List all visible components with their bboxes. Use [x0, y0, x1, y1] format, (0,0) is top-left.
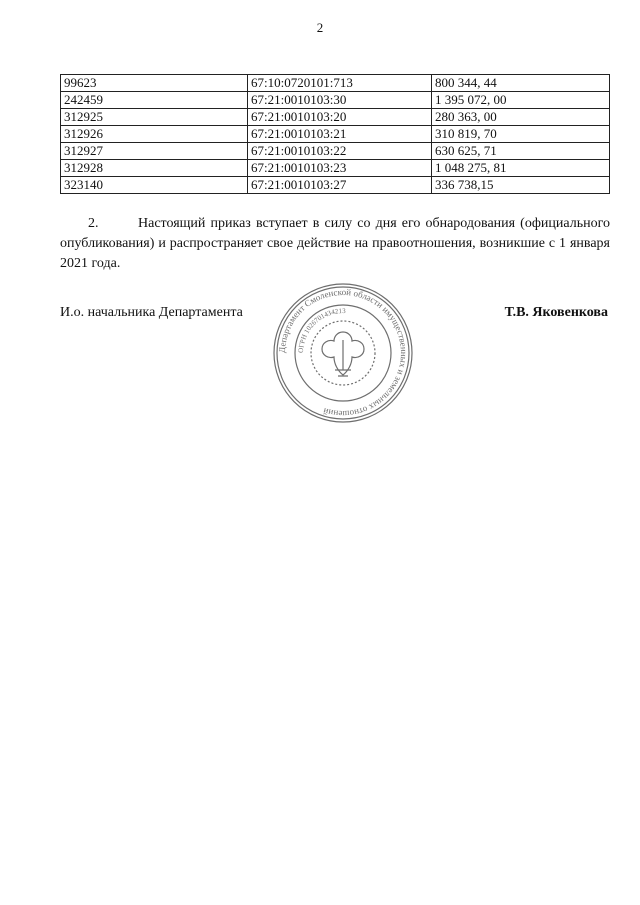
record-number-cell: 323140 [61, 177, 248, 194]
cadastral-value-cell: 800 344, 44 [432, 75, 610, 92]
record-number-cell: 312926 [61, 126, 248, 143]
cadastral-number-cell: 67:21:0010103:30 [248, 92, 432, 109]
cadastral-value-table [60, 74, 610, 194]
table-row [61, 143, 610, 160]
clause-number: 2. [88, 216, 99, 231]
table-row [61, 92, 610, 109]
table-row [61, 160, 610, 177]
cadastral-value-cell: 336 738,15 [432, 177, 610, 194]
clause-text: Настоящий приказ вступает в силу со дня его обнародования (официального опубликования) и распространяет свое действие на правоотношения, возникшие с 1 января 2021 года. [60, 216, 610, 271]
signer-name: Т.В. Яковенкова [504, 305, 608, 320]
cadastral-value-cell: 1 395 072, 00 [432, 92, 610, 109]
cadastral-value-cell: 310 819, 70 [432, 126, 610, 143]
table-row [61, 177, 610, 194]
record-number-cell: 312928 [61, 160, 248, 177]
cadastral-number-cell: 67:21:0010103:23 [248, 160, 432, 177]
record-number-cell: 99623 [61, 75, 248, 92]
svg-text:ОГРН 1026701434213 [297, 307, 346, 353]
cadastral-number-cell: 67:21:0010103:21 [248, 126, 432, 143]
page-number: 2 [316, 20, 324, 35]
cadastral-value-cell: 630 625, 71 [432, 143, 610, 160]
clause-2 [60, 214, 610, 274]
seal-inner-text: ОГРН 1026701434213 [296, 306, 346, 354]
seal-outer-text: Департамент Смоленской области имущественных и земельных отношений [276, 286, 410, 420]
cadastral-value-cell: 280 363, 00 [432, 109, 610, 126]
table-row [61, 109, 610, 126]
cadastral-number-cell: 67:21:0010103:22 [248, 143, 432, 160]
signer-position: И.о. начальника Департамента [60, 305, 243, 320]
cadastral-number-cell: 67:10:0720101:713 [248, 75, 432, 92]
cadastral-number-cell: 67:21:0010103:27 [248, 177, 432, 194]
seal-graphic [272, 282, 414, 424]
table-row [61, 126, 610, 143]
table-row [61, 75, 610, 92]
record-number-cell: 242459 [61, 92, 248, 109]
cadastral-number-cell: 67:21:0010103:20 [248, 109, 432, 126]
cadastral-value-cell: 1 048 275, 81 [432, 160, 610, 177]
record-number-cell: 312927 [61, 143, 248, 160]
official-seal-stamp [272, 282, 414, 424]
record-number-cell: 312925 [61, 109, 248, 126]
